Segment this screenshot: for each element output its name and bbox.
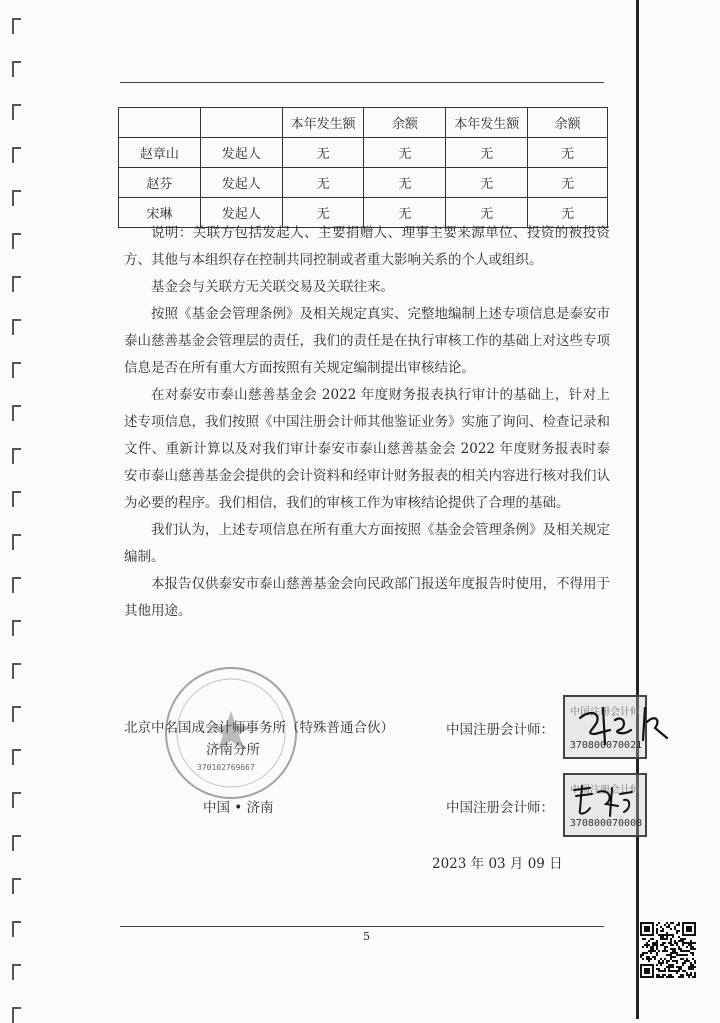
cpa-seal-title: 中国注册会计师 [570, 707, 640, 718]
table-cell: 无 [364, 168, 446, 198]
page-number: 5 [363, 930, 370, 943]
cpa-seal-number: 370800070021 [569, 740, 643, 751]
related-party-table [118, 107, 608, 228]
table-row [119, 168, 608, 198]
footer-rule [120, 926, 604, 927]
table-cell: 无 [528, 168, 608, 198]
binding-mark [12, 362, 21, 378]
table-header-cell: 本年发生额 [446, 108, 528, 138]
binding-mark [12, 749, 21, 765]
binding-mark [12, 577, 21, 593]
binding-mark [12, 921, 21, 937]
binding-mark [12, 319, 21, 335]
binding-mark [12, 835, 21, 851]
binding-mark [12, 878, 21, 894]
no-transactions-paragraph: 基金会与关联方无关联交易及关联往来。 [151, 279, 394, 295]
table-cell: 赵芬 [119, 168, 201, 198]
page-edge-rule [636, 0, 639, 1019]
conclusion-paragraph: 我们认为，上述专项信息在所有重大方面按照《基金会管理条例》及相关规定编制。 [124, 522, 610, 565]
table-cell: 赵章山 [119, 138, 201, 168]
table-header-cell: 余额 [364, 108, 446, 138]
binding-mark [12, 233, 21, 249]
table-header-cell: 本年发生额 [282, 108, 364, 138]
binding-mark [12, 964, 21, 980]
cpa-signature-1 [575, 700, 675, 750]
usage-restriction-paragraph: 本报告仅供泰安市泰山慈善基金会向民政部门报送年度报告时使用，不得用于其他用途。 [124, 576, 610, 619]
binding-mark [12, 190, 21, 206]
binding-mark [12, 792, 21, 808]
table-header-cell [119, 108, 201, 138]
binding-mark [12, 663, 21, 679]
table-header-row [119, 108, 608, 138]
cpa-seal-title: 中国注册会计师 [570, 785, 640, 796]
table-cell: 发起人 [200, 198, 282, 228]
cpa-label-1: 中国注册会计师： [446, 722, 554, 738]
firm-name: 北京中名国成会计师事务所（特殊普通合伙） [124, 720, 394, 736]
table-cell: 无 [282, 198, 364, 228]
binding-mark [12, 620, 21, 636]
binding-mark [12, 276, 21, 292]
table-cell: 无 [528, 138, 608, 168]
table-row [119, 138, 608, 168]
report-date: 2023 年 03 月 09 日 [432, 856, 563, 872]
binding-mark [12, 1007, 21, 1023]
qr-code-icon [640, 922, 696, 978]
responsibility-paragraph: 按照《基金会管理条例》及相关规定真实、完整地编制上述专项信息是泰安市泰山慈善基金会管理层的责任，我们的责任是在执行审核工作的基础上对这些专项信息是否在所有重大方面按照有关规定编制提出审核结论。 [124, 306, 610, 376]
binding-mark [12, 706, 21, 722]
binding-mark [12, 405, 21, 421]
table-cell: 无 [282, 138, 364, 168]
table-cell: 发起人 [200, 138, 282, 168]
table-header-cell: 余额 [528, 108, 608, 138]
cpa-label-2: 中国注册会计师： [446, 800, 554, 816]
table-cell: 无 [364, 198, 446, 228]
table-cell: 无 [528, 198, 608, 228]
table-cell: 无 [446, 138, 528, 168]
binding-mark [12, 104, 21, 120]
binding-mark [12, 147, 21, 163]
cpa-signature-2 [568, 780, 638, 825]
table-cell: 宋琳 [119, 198, 201, 228]
procedures-paragraph: 在对泰安市泰山慈善基金会 2022 年度财务报表执行审计的基础上，针对上述专项信息，我们按照《中国注册会计师其他鉴证业务》实施了询问、检查记录和文件、重新计算以及对我们审计泰安市泰山慈善基金会 2022 年度财务报表时泰安市泰山慈善基金会提供的会计资料和经审计财务报表的相关内容进行核对我们认为必要的程序。我们相信，我们的审核工作为审核结论提供了合理的基础。 [124, 387, 610, 511]
table-cell: 无 [282, 168, 364, 198]
binding-mark [12, 61, 21, 77]
table-header-cell [200, 108, 282, 138]
firm-location: 中国 • 济南 [203, 800, 274, 816]
cpa-seal-number: 370800070008 [569, 818, 643, 829]
binding-mark [12, 448, 21, 464]
header-rule [120, 82, 604, 83]
table-cell: 无 [446, 168, 528, 198]
binding-mark [12, 18, 21, 34]
firm-seal-number: 370102769667 [197, 763, 255, 772]
table-cell: 无 [446, 198, 528, 228]
note-paragraph: 说明：关联方包括发起人、主要捐赠人、理事主要来源单位、投资的被投资方、其他与本组织存在控制共同控制或者重大影响关系的个人或组织。 [124, 225, 610, 268]
table-cell: 发起人 [200, 168, 282, 198]
table-cell: 无 [364, 138, 446, 168]
binding-mark [12, 534, 21, 550]
binding-mark [12, 491, 21, 507]
firm-branch: 济南分所 [206, 742, 260, 758]
